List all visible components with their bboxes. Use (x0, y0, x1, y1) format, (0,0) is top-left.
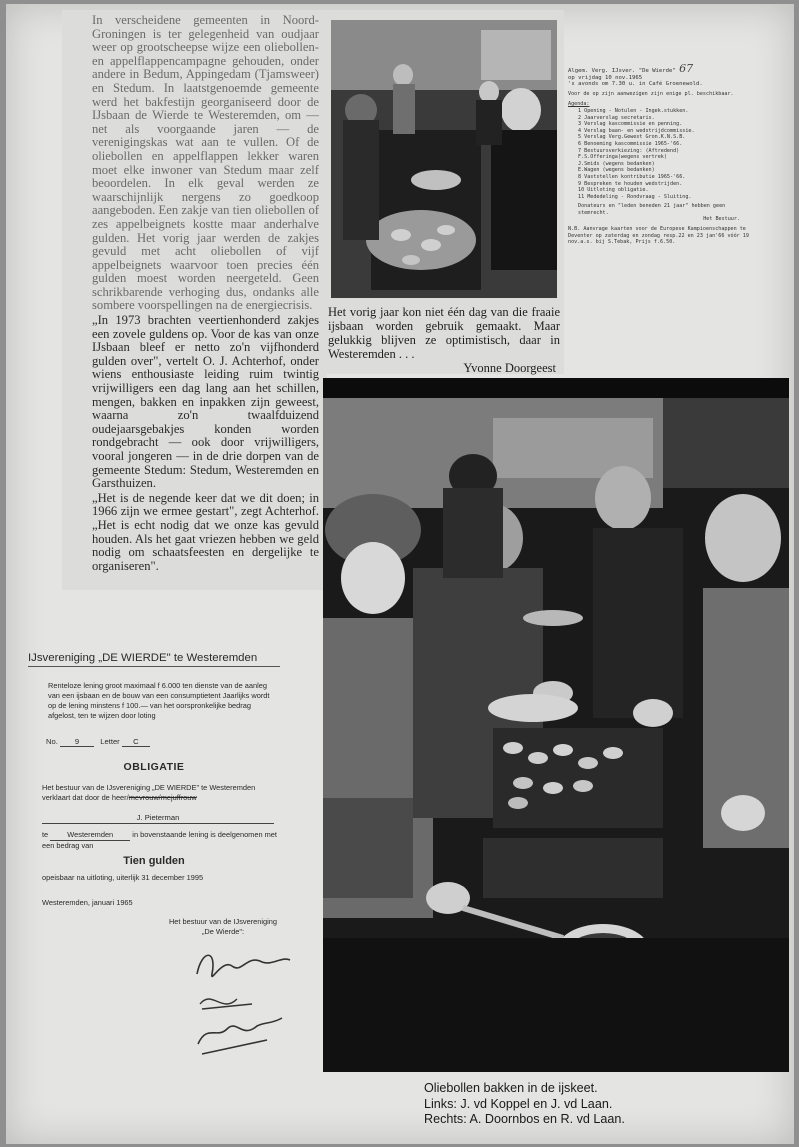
agenda-item: 8 Vaststellen kontributie 1965-'66. (578, 173, 686, 180)
caption-text: Het vorig jaar kon niet één dag van die fraaie ijsbaan worden gebruik gemaakt. Maar gelukkig blijven ze optimistisch, daar in Westeremden . . . (328, 305, 560, 361)
bond-body (42, 783, 282, 803)
memo-note: Donateurs en "leden beneden 21 jaar" hebben geen stemrecht. (578, 203, 726, 216)
caption-line-2: Links: J. vd Koppel en J. vd Laan. (424, 1096, 613, 1111)
bond-number-line (46, 737, 298, 747)
bond-body-text: Het bestuur van de IJsvereniging „DE WIERDE" te Westeremden verklaart dat door de heer/ (42, 783, 256, 802)
bond-place-value: Westeremden (50, 830, 130, 841)
agenda-item: F.S.Offeringa(wegens vertrek) (578, 154, 667, 161)
agenda-item: 7 Bestuursverkiezing: (Aftredend) (578, 147, 680, 154)
agenda-item: 10 Uitloting obligatie. (578, 187, 649, 194)
memo-time-place: 's avonds om 7.30 u. in Café Groenewold. (568, 81, 703, 88)
memo-signoff: Het Bestuur. (703, 216, 740, 223)
article-paragraph-3: „Het is de negende keer dat we dit doen; in 1966 zijn we ermee gestart", zegt Achterhof. „Het is echt nodig dat we onze kas gevuld houden. Als het gaat vriezen hebben we geld nodig om schaatsfeesten en dergelijke te organiseren". (92, 490, 319, 573)
bond-payable: opeisbaar na uitloting, uiterlijk 31 december 1995 (42, 873, 204, 882)
agenda-item: E.Wagen (wegens bedanken) (578, 167, 655, 174)
agenda-item: 1 Opening - Notulen - Ingek.stukken. (578, 107, 689, 114)
signatures (192, 944, 292, 1064)
bond-letter-label: Letter (100, 737, 120, 746)
agenda-memo (568, 62, 750, 316)
agenda-item: 2 Jaarverslag secretaris. (578, 114, 655, 121)
bond-date: Westeremden, januari 1965 (42, 898, 133, 907)
agenda-item: 6 Benoeming kascommissie 1965-'66. (578, 140, 683, 147)
bond-organization: IJsvereniging „DE WIERDE" te Westeremden (28, 652, 280, 667)
caption-line-1: Oliebollen bakken in de ijskeet. (424, 1081, 598, 1095)
bond-intro: Renteloze lening groot maximaal f 6.000 ten dienste van de aanleg van een ijsbaan en de bouw van een consumptietent Jaarlijks wordt op de lening minstens f 100.— van het oorspronkelijke bedrag afgelost, ten te wijzen door loting (48, 681, 270, 720)
agenda-item: 5 Verslag Verg.Gewest Gron.K.N.S.B. (578, 134, 686, 141)
bond-holder: J. Pieterman (42, 813, 274, 824)
article-paragraph-2: „In 1973 brachten veertienhonderd zakjes een zovele guldens op. Voor de kas van onze IJsbaan bleef er netto zo'n vijfhonderd gulden over", vertelt O. J. Achterhof, onder wiens enthousiaste leiding ruim twintig vrijwilligers een dag lang aan het schillen, mengen, bakken en inpakken zijn geweest, waarna zo'n twaalfduizend oudejaarsgebakjes konden worden rondgebracht — ook door vrijwilligers, vooral jongeren — in de drie dorpen van de gemeente Stedum: Stedum, Westeremden en Garsthuizen. (92, 313, 319, 491)
memo-intro: Voor de op zijn aanwezigen zijn enige pl. beschikbaar. (568, 90, 734, 97)
bond-place (42, 830, 282, 851)
newspaper-article (62, 10, 327, 590)
scrapbook-page (6, 4, 794, 1144)
agenda-item: 3 Verslag kascommissie en penning. (578, 121, 683, 128)
bond-letter-value: C (122, 737, 150, 747)
memo-handwritten-number: 67 (679, 62, 694, 75)
bond-amount: Tien gulden (123, 855, 185, 867)
bond-title: OBLIGATIE (123, 761, 185, 773)
caption-author: Yvonne Doorgeest (463, 361, 556, 375)
agenda-item: 11 Mededeling - Rondvraag - Sluiting. (578, 193, 692, 200)
photo-caption-bottom (424, 1081, 724, 1128)
bond-te-label: te (42, 830, 49, 839)
photo-volunteers-frying (331, 20, 557, 298)
bond-place-rest: in bovenstaande lening is deelgenomen met een bedrag van (42, 830, 277, 850)
memo-nb: N.B. Aanvrage kaarten voor de Europese Kampioenschappen te Deventer op zaterdag en zondag resp.22 en 23 jan'66 vóór 19 nov.a.s. bij S.Tebak, Prijs f.6.50. (568, 226, 749, 246)
bond-body-struck: mevrouw/mejuffrouw (128, 793, 197, 802)
agenda-item: 9 Bespreken te houden wedstrijden. (578, 180, 683, 187)
caption-line-3: Rechts: A. Doornbos en R. vd Laan. (424, 1112, 625, 1126)
bond-no-label: No. (46, 737, 58, 746)
photo-clipping-top (324, 10, 564, 374)
bond-certificate (28, 652, 298, 1072)
agenda-title: Agenda: (568, 101, 590, 108)
bond-no-value: 9 (60, 737, 94, 747)
memo-date: op vrijdag 10 nov.1965 (568, 74, 643, 81)
article-paragraph-1: In verscheidene gemeenten in Noord-Groningen is ter gelegenheid van oudjaar weer op grootscheepse wijze een oliebollen- en appelflappencampagne gehouden, onder andere in Bedum, Appingedam (Tjamsweer) en Stedum. In laatstgenoemde gemeente werd het bakfestijn georganiseerd door de IJsbaan de Wierde te Westeremden, om — net als voorgaande jaren — de verenigingskas wat aan te vullen. Of de oliebollen en appelflappen lekker waren moet elke inwoner van Stedum maar zelf beoordelen. In elk geval werden ze waarschijnlijk nergens zo goedkoop aangeboden. Een zakje van tien oliebollen of zes appelbeignets kostte maar anderhalve gulden. Het vorig jaar werden de zakjes gevuld met acht oliebollen of vijf appelbeignets waarvoor toen precies één gulden moest worden neergeteld. Geen schrikbarende verhoging dus, ondanks alle sombere voorspellingen na de energiecrisis. (92, 13, 319, 313)
memo-header: Algem. Verg. IJsver. "De Wierde" (568, 68, 676, 74)
bond-board: Het bestuur van de IJsvereniging „De Wierde": (168, 917, 278, 936)
agenda-list (568, 108, 750, 200)
photo-ice-shed-baking (323, 378, 789, 1072)
agenda-item: J.Smids (wegens bedanken) (578, 160, 655, 167)
agenda-item: 4 Verslag baan- en wedstrijdcommissie. (578, 127, 695, 134)
photo-caption-top (328, 305, 560, 375)
